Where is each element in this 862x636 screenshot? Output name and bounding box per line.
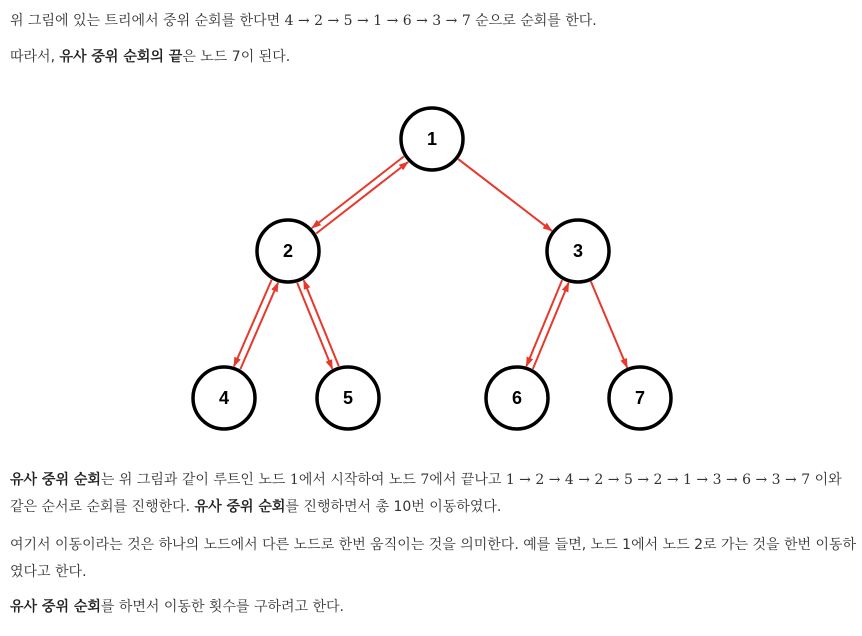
arrow-2-to-5: [297, 283, 332, 369]
description-node-end: 7: [420, 472, 430, 488]
node-label: 3: [572, 241, 584, 261]
description-bold-2: 유사 중위 순회: [194, 499, 286, 515]
tree-node-5: [317, 367, 379, 429]
node-label: 7: [634, 388, 646, 408]
tree-node-1: [401, 108, 463, 170]
intro-prefix: 위 그림에 있는 트리에서 중위 순회를 한다면: [10, 13, 285, 29]
description-text-2: 에서 시작하여 노드: [298, 472, 421, 488]
intro-paragraph: [10, 8, 856, 35]
task-paragraph: [10, 594, 856, 621]
description-text-3: 에서 끝나고: [429, 472, 506, 488]
node-label: 4: [218, 388, 230, 408]
task-bold: 유사 중위 순회: [10, 599, 101, 615]
node-label: 6: [511, 388, 523, 408]
movement-definition-paragraph: [10, 532, 856, 586]
arrow-3-to-6: [526, 280, 562, 366]
arrow-2-to-4: [234, 280, 272, 366]
node-label: 5: [342, 388, 354, 408]
node-label: 2: [282, 241, 294, 261]
conclusion-prefix: 따라서,: [10, 49, 60, 65]
arrow-4-to-2: [240, 283, 278, 369]
description-suffix: 를 진행하면서 총 10번 이동하였다.: [285, 499, 502, 515]
tree-node-6: [486, 367, 548, 429]
tree-nodes: [193, 108, 671, 429]
arrow-2-to-1: [316, 162, 408, 233]
arrow-1-to-3: [458, 159, 552, 231]
movement-definition-text: 여기서 이동이라는 것은 하나의 노드에서 다른 노드로 한번 움직이는 것을 의미한다. 예를 들면, 노드 1에서 노드 2로 가는 것을 한번 이동하였다고 한다.: [10, 537, 857, 580]
conclusion-suffix: 은 노드 7이 된다.: [182, 49, 291, 65]
pseudo-inorder-sequence: 1 → 2 → 4 → 2 → 5 → 2 → 1 → 3 → 6 → 3 → 7: [505, 472, 811, 488]
conclusion-bold: 유사 중위 순회의 끝: [59, 49, 183, 65]
node-label: 1: [426, 129, 438, 149]
description-text-1: 는 위 그림과 같이 루트인 노드: [100, 472, 290, 488]
description-text-4: 이와 같은 순서로 순회를 진행한다.: [10, 472, 842, 515]
arrow-6-to-3: [533, 283, 569, 369]
description-bold: 유사 중위 순회: [10, 472, 101, 488]
conclusion-paragraph: [10, 44, 856, 71]
tree-node-4: [193, 367, 255, 429]
description-paragraph: [10, 467, 856, 521]
intro-suffix: 순으로 순회를 한다.: [470, 13, 597, 29]
tree-diagram: [0, 80, 862, 450]
arrow-3-to-7: [591, 281, 627, 367]
description-node-start: 1: [289, 472, 299, 488]
task-suffix: 를 하면서 이동한 횟수를 구하려고 한다.: [100, 599, 344, 615]
tree-node-2: [257, 220, 319, 282]
inorder-sequence: 4 → 2 → 5 → 1 → 6 → 3 → 7: [284, 13, 471, 29]
arrow-5-to-2: [304, 280, 339, 366]
arrow-1-to-2: [312, 156, 404, 227]
tree-node-3: [547, 220, 609, 282]
tree-node-7: [609, 367, 671, 429]
